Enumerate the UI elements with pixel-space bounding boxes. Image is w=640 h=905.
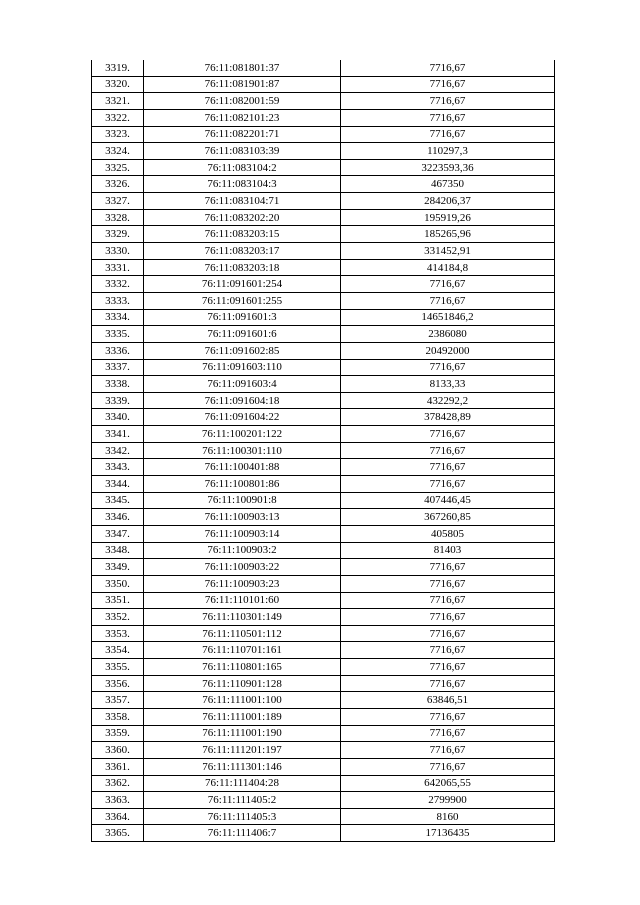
table-row bbox=[92, 675, 555, 692]
cadastral-number-cell: 76:11:082001:59 bbox=[144, 93, 341, 110]
table-row bbox=[92, 409, 555, 426]
cadastral-number-cell: 76:11:100901:8 bbox=[144, 492, 341, 509]
cadastral-number-cell: 76:11:111201:197 bbox=[144, 742, 341, 759]
cadastral-number-cell: 76:11:091602:85 bbox=[144, 342, 341, 359]
row-number-cell: 3357. bbox=[92, 692, 144, 709]
row-number-cell: 3363. bbox=[92, 792, 144, 809]
cadastral-number-cell: 76:11:111406:7 bbox=[144, 825, 341, 842]
row-number-cell: 3320. bbox=[92, 76, 144, 93]
cadastral-value-cell: 7716,67 bbox=[341, 642, 555, 659]
cadastral-value-cell: 7716,67 bbox=[341, 276, 555, 293]
row-number-cell: 3323. bbox=[92, 126, 144, 143]
table-row bbox=[92, 276, 555, 293]
row-number-cell: 3347. bbox=[92, 525, 144, 542]
cadastral-number-cell: 76:11:100903:14 bbox=[144, 525, 341, 542]
row-number-cell: 3344. bbox=[92, 476, 144, 493]
cadastral-value-cell: 7716,67 bbox=[341, 625, 555, 642]
table-row bbox=[92, 176, 555, 193]
cadastral-value-cell: 414184,8 bbox=[341, 259, 555, 276]
table-row bbox=[92, 659, 555, 676]
cadastral-value-cell: 7716,67 bbox=[341, 725, 555, 742]
cadastral-value-cell: 284206,37 bbox=[341, 193, 555, 210]
cadastral-value-cell: 7716,67 bbox=[341, 93, 555, 110]
cadastral-number-cell: 76:11:100801:86 bbox=[144, 476, 341, 493]
cadastral-number-cell: 76:11:111001:100 bbox=[144, 692, 341, 709]
row-number-cell: 3359. bbox=[92, 725, 144, 742]
table-row bbox=[92, 226, 555, 243]
table-row bbox=[92, 725, 555, 742]
cadastral-value-table bbox=[91, 60, 555, 842]
cadastral-number-cell: 76:11:100903:22 bbox=[144, 559, 341, 576]
cadastral-number-cell: 76:11:100903:13 bbox=[144, 509, 341, 526]
table-row bbox=[92, 758, 555, 775]
cadastral-value-cell: 7716,67 bbox=[341, 126, 555, 143]
table-row bbox=[92, 193, 555, 210]
cadastral-value-cell: 378428,89 bbox=[341, 409, 555, 426]
cadastral-value-cell: 7716,67 bbox=[341, 292, 555, 309]
cadastral-value-cell: 81403 bbox=[341, 542, 555, 559]
cadastral-number-cell: 76:11:111405:2 bbox=[144, 792, 341, 809]
cadastral-value-cell: 7716,67 bbox=[341, 659, 555, 676]
cadastral-number-cell: 76:11:083104:3 bbox=[144, 176, 341, 193]
table-row bbox=[92, 492, 555, 509]
table-row bbox=[92, 159, 555, 176]
table-row bbox=[92, 126, 555, 143]
cadastral-value-cell: 7716,67 bbox=[341, 592, 555, 609]
cadastral-number-cell: 76:11:083202:20 bbox=[144, 209, 341, 226]
cadastral-number-cell: 76:11:083103:39 bbox=[144, 143, 341, 160]
cadastral-number-cell: 76:11:100903:2 bbox=[144, 542, 341, 559]
cadastral-number-cell: 76:11:110501:112 bbox=[144, 625, 341, 642]
row-number-cell: 3325. bbox=[92, 159, 144, 176]
row-number-cell: 3365. bbox=[92, 825, 144, 842]
cadastral-value-cell: 8133,33 bbox=[341, 376, 555, 393]
table-row bbox=[92, 342, 555, 359]
table-row bbox=[92, 209, 555, 226]
cadastral-number-cell: 76:11:091601:3 bbox=[144, 309, 341, 326]
table-row bbox=[92, 292, 555, 309]
table-row bbox=[92, 692, 555, 709]
table-row bbox=[92, 559, 555, 576]
cadastral-value-cell: 8160 bbox=[341, 808, 555, 825]
cadastral-number-cell: 76:11:091603:110 bbox=[144, 359, 341, 376]
row-number-cell: 3328. bbox=[92, 209, 144, 226]
row-number-cell: 3333. bbox=[92, 292, 144, 309]
cadastral-number-cell: 76:11:091603:4 bbox=[144, 376, 341, 393]
cadastral-value-cell: 14651846,2 bbox=[341, 309, 555, 326]
table-row bbox=[92, 143, 555, 160]
row-number-cell: 3332. bbox=[92, 276, 144, 293]
row-number-cell: 3339. bbox=[92, 392, 144, 409]
row-number-cell: 3353. bbox=[92, 625, 144, 642]
row-number-cell: 3360. bbox=[92, 742, 144, 759]
table-row bbox=[92, 575, 555, 592]
row-number-cell: 3326. bbox=[92, 176, 144, 193]
cadastral-value-cell: 7716,67 bbox=[341, 426, 555, 443]
cadastral-number-cell: 76:11:091601:254 bbox=[144, 276, 341, 293]
cadastral-number-cell: 76:11:111301:146 bbox=[144, 758, 341, 775]
table-row bbox=[92, 592, 555, 609]
row-number-cell: 3345. bbox=[92, 492, 144, 509]
cadastral-value-cell: 7716,67 bbox=[341, 575, 555, 592]
cadastral-value-cell: 7716,67 bbox=[341, 742, 555, 759]
cadastral-value-cell: 7716,67 bbox=[341, 708, 555, 725]
row-number-cell: 3335. bbox=[92, 326, 144, 343]
row-number-cell: 3356. bbox=[92, 675, 144, 692]
cadastral-number-cell: 76:11:091601:6 bbox=[144, 326, 341, 343]
cadastral-value-cell: 7716,67 bbox=[341, 60, 555, 76]
row-number-cell: 3350. bbox=[92, 575, 144, 592]
cadastral-number-cell: 76:11:111001:189 bbox=[144, 708, 341, 725]
row-number-cell: 3322. bbox=[92, 109, 144, 126]
cadastral-value-cell: 20492000 bbox=[341, 342, 555, 359]
row-number-cell: 3331. bbox=[92, 259, 144, 276]
cadastral-value-cell: 63846,51 bbox=[341, 692, 555, 709]
cadastral-number-cell: 76:11:110701:161 bbox=[144, 642, 341, 659]
row-number-cell: 3358. bbox=[92, 708, 144, 725]
table-row bbox=[92, 109, 555, 126]
cadastral-value-cell: 7716,67 bbox=[341, 459, 555, 476]
cadastral-value-cell: 7716,67 bbox=[341, 609, 555, 626]
row-number-cell: 3340. bbox=[92, 409, 144, 426]
cadastral-value-cell: 7716,67 bbox=[341, 109, 555, 126]
table-row bbox=[92, 326, 555, 343]
table-row bbox=[92, 808, 555, 825]
table-row bbox=[92, 309, 555, 326]
table-row bbox=[92, 93, 555, 110]
cadastral-value-cell: 7716,67 bbox=[341, 476, 555, 493]
row-number-cell: 3338. bbox=[92, 376, 144, 393]
cadastral-number-cell: 76:11:082201:71 bbox=[144, 126, 341, 143]
table-row bbox=[92, 792, 555, 809]
row-number-cell: 3337. bbox=[92, 359, 144, 376]
table-row bbox=[92, 243, 555, 260]
cadastral-number-cell: 76:11:091604:22 bbox=[144, 409, 341, 426]
row-number-cell: 3352. bbox=[92, 609, 144, 626]
row-number-cell: 3334. bbox=[92, 309, 144, 326]
cadastral-number-cell: 76:11:091604:18 bbox=[144, 392, 341, 409]
cadastral-number-cell: 76:11:083104:71 bbox=[144, 193, 341, 210]
table-row bbox=[92, 60, 555, 76]
row-number-cell: 3336. bbox=[92, 342, 144, 359]
row-number-cell: 3361. bbox=[92, 758, 144, 775]
row-number-cell: 3342. bbox=[92, 442, 144, 459]
cadastral-number-cell: 76:11:111405:3 bbox=[144, 808, 341, 825]
cadastral-number-cell: 76:11:110301:149 bbox=[144, 609, 341, 626]
table-row bbox=[92, 509, 555, 526]
table-row bbox=[92, 76, 555, 93]
row-number-cell: 3351. bbox=[92, 592, 144, 609]
table-body bbox=[92, 60, 555, 842]
cadastral-value-cell: 331452,91 bbox=[341, 243, 555, 260]
cadastral-value-cell: 432292,2 bbox=[341, 392, 555, 409]
row-number-cell: 3349. bbox=[92, 559, 144, 576]
row-number-cell: 3364. bbox=[92, 808, 144, 825]
cadastral-number-cell: 76:11:082101:23 bbox=[144, 109, 341, 126]
table-row bbox=[92, 525, 555, 542]
cadastral-number-cell: 76:11:083203:15 bbox=[144, 226, 341, 243]
table-row bbox=[92, 359, 555, 376]
cadastral-number-cell: 76:11:100301:110 bbox=[144, 442, 341, 459]
row-number-cell: 3341. bbox=[92, 426, 144, 443]
cadastral-number-cell: 76:11:111404:28 bbox=[144, 775, 341, 792]
cadastral-number-cell: 76:11:083203:18 bbox=[144, 259, 341, 276]
row-number-cell: 3346. bbox=[92, 509, 144, 526]
cadastral-value-cell: 7716,67 bbox=[341, 442, 555, 459]
row-number-cell: 3319. bbox=[92, 60, 144, 76]
cadastral-number-cell: 76:11:081901:87 bbox=[144, 76, 341, 93]
row-number-cell: 3330. bbox=[92, 243, 144, 260]
cadastral-number-cell: 76:11:110801:165 bbox=[144, 659, 341, 676]
row-number-cell: 3354. bbox=[92, 642, 144, 659]
table-row bbox=[92, 392, 555, 409]
cadastral-number-cell: 76:11:110901:128 bbox=[144, 675, 341, 692]
cadastral-number-cell: 76:11:083104:2 bbox=[144, 159, 341, 176]
row-number-cell: 3327. bbox=[92, 193, 144, 210]
cadastral-number-cell: 76:11:100401:88 bbox=[144, 459, 341, 476]
table-row bbox=[92, 426, 555, 443]
cadastral-value-cell: 7716,67 bbox=[341, 559, 555, 576]
row-number-cell: 3329. bbox=[92, 226, 144, 243]
row-number-cell: 3355. bbox=[92, 659, 144, 676]
cadastral-value-cell: 642065,55 bbox=[341, 775, 555, 792]
table-row bbox=[92, 459, 555, 476]
cadastral-value-cell: 195919,26 bbox=[341, 209, 555, 226]
cadastral-number-cell: 76:11:100903:23 bbox=[144, 575, 341, 592]
table-row bbox=[92, 825, 555, 842]
cadastral-value-cell: 2386080 bbox=[341, 326, 555, 343]
row-number-cell: 3343. bbox=[92, 459, 144, 476]
cadastral-number-cell: 76:11:081801:37 bbox=[144, 60, 341, 76]
table-row bbox=[92, 775, 555, 792]
table-row bbox=[92, 542, 555, 559]
cadastral-number-cell: 76:11:100201:122 bbox=[144, 426, 341, 443]
cadastral-number-cell: 76:11:091601:255 bbox=[144, 292, 341, 309]
row-number-cell: 3348. bbox=[92, 542, 144, 559]
cadastral-value-cell: 2799900 bbox=[341, 792, 555, 809]
cadastral-value-cell: 7716,67 bbox=[341, 76, 555, 93]
row-number-cell: 3321. bbox=[92, 93, 144, 110]
row-number-cell: 3324. bbox=[92, 143, 144, 160]
table-row bbox=[92, 742, 555, 759]
cadastral-value-cell: 3223593,36 bbox=[341, 159, 555, 176]
cadastral-number-cell: 76:11:110101:60 bbox=[144, 592, 341, 609]
cadastral-value-cell: 467350 bbox=[341, 176, 555, 193]
table-row bbox=[92, 376, 555, 393]
cadastral-value-cell: 407446,45 bbox=[341, 492, 555, 509]
table-row bbox=[92, 259, 555, 276]
row-number-cell: 3362. bbox=[92, 775, 144, 792]
cadastral-value-cell: 405805 bbox=[341, 525, 555, 542]
cadastral-value-cell: 7716,67 bbox=[341, 359, 555, 376]
cadastral-value-cell: 7716,67 bbox=[341, 758, 555, 775]
table-row bbox=[92, 625, 555, 642]
cadastral-value-cell: 110297,3 bbox=[341, 143, 555, 160]
cadastral-value-cell: 185265,96 bbox=[341, 226, 555, 243]
table-row bbox=[92, 476, 555, 493]
table-row bbox=[92, 442, 555, 459]
cadastral-value-cell: 367260,85 bbox=[341, 509, 555, 526]
cadastral-value-cell: 7716,67 bbox=[341, 675, 555, 692]
table-row bbox=[92, 609, 555, 626]
table-row bbox=[92, 642, 555, 659]
cadastral-number-cell: 76:11:111001:190 bbox=[144, 725, 341, 742]
table-row bbox=[92, 708, 555, 725]
cadastral-number-cell: 76:11:083203:17 bbox=[144, 243, 341, 260]
cadastral-value-cell: 17136435 bbox=[341, 825, 555, 842]
